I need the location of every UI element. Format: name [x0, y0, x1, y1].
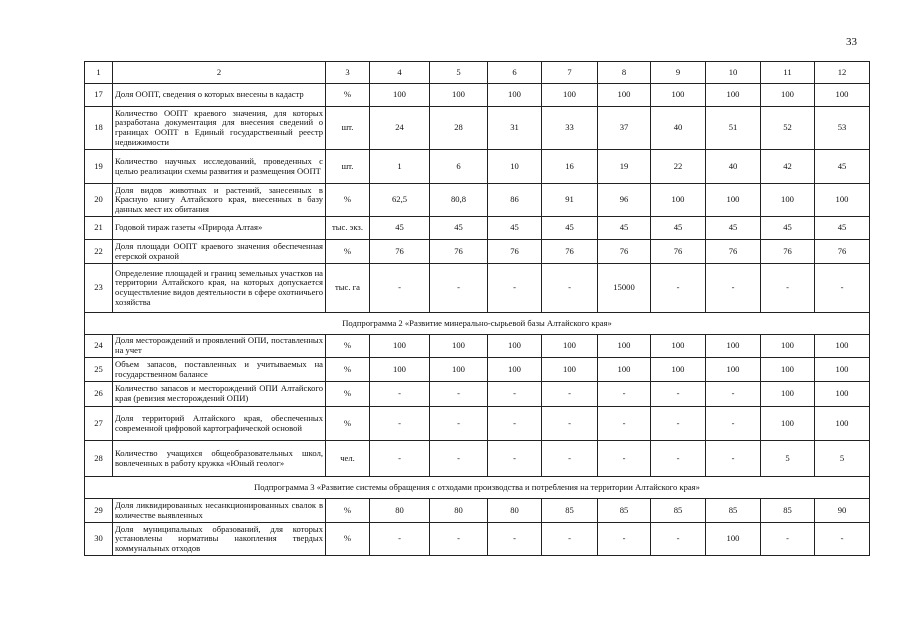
indicator-value: 100: [761, 184, 815, 217]
indicator-value: 100: [761, 84, 815, 107]
indicator-value: 100: [761, 358, 815, 382]
indicator-value: -: [651, 441, 706, 477]
indicator-value: 100: [815, 184, 870, 217]
indicator-value: -: [430, 523, 488, 556]
indicator-value: 40: [651, 107, 706, 150]
indicator-value: 45: [815, 150, 870, 184]
indicator-value: -: [488, 523, 542, 556]
indicator-value: 100: [651, 184, 706, 217]
indicator-value: 100: [542, 335, 598, 358]
unit-of-measure: шт.: [326, 107, 370, 150]
indicator-value: 6: [430, 150, 488, 184]
indicator-row: [85, 407, 870, 441]
indicator-value: -: [488, 407, 542, 441]
indicator-value: -: [761, 523, 815, 556]
subprogram-section-row: [85, 477, 870, 499]
indicator-value: 45: [598, 217, 651, 240]
indicator-value: 100: [815, 382, 870, 407]
indicator-value: -: [542, 382, 598, 407]
indicator-value: 100: [761, 407, 815, 441]
indicator-value: 91: [542, 184, 598, 217]
indicator-value: 40: [706, 150, 761, 184]
indicator-value: -: [761, 264, 815, 313]
indicator-value: 85: [706, 499, 761, 523]
indicator-value: 100: [706, 184, 761, 217]
indicator-value: 100: [815, 335, 870, 358]
indicator-value: 76: [598, 240, 651, 264]
indicator-value: -: [598, 523, 651, 556]
indicator-value: 100: [430, 84, 488, 107]
indicator-row: [85, 382, 870, 407]
table-header-row: [85, 62, 870, 84]
indicator-value: 100: [706, 358, 761, 382]
indicator-value: 100: [651, 84, 706, 107]
indicator-value: 100: [651, 358, 706, 382]
indicator-value: 100: [598, 84, 651, 107]
indicator-value: 100: [488, 84, 542, 107]
indicator-value: 85: [542, 499, 598, 523]
indicator-value: -: [598, 407, 651, 441]
indicator-value: 85: [598, 499, 651, 523]
indicator-value: 100: [598, 335, 651, 358]
column-header: 12: [815, 62, 870, 84]
row-number: 26: [85, 382, 113, 407]
column-header: 3: [326, 62, 370, 84]
indicator-value: 45: [761, 217, 815, 240]
indicator-value: 76: [370, 240, 430, 264]
indicators-table: [84, 61, 870, 556]
row-number: 24: [85, 335, 113, 358]
indicator-value: 100: [706, 84, 761, 107]
indicator-value: -: [815, 523, 870, 556]
indicator-name: Доля видов животных и растений, занесенных в Красную книгу Алтайского края, внесенных в базу данных мест их обитания: [113, 184, 326, 217]
unit-of-measure: %: [326, 358, 370, 382]
subprogram-title: Подпрограмма 2 «Развитие минерально-сырьевой базы Алтайского края»: [85, 313, 870, 335]
indicator-value: 5: [761, 441, 815, 477]
indicator-value: 76: [761, 240, 815, 264]
indicator-value: 45: [430, 217, 488, 240]
indicator-name: Доля муниципальных образований, для которых установлены нормативы накопления твердых коммунальных отходов: [113, 523, 326, 556]
unit-of-measure: %: [326, 523, 370, 556]
unit-of-measure: %: [326, 335, 370, 358]
indicator-value: 80: [488, 499, 542, 523]
indicator-value: 37: [598, 107, 651, 150]
indicator-value: -: [815, 264, 870, 313]
indicator-value: -: [706, 382, 761, 407]
indicator-value: 85: [651, 499, 706, 523]
indicator-value: 80,8: [430, 184, 488, 217]
indicator-value: 100: [430, 335, 488, 358]
indicator-value: -: [430, 264, 488, 313]
indicator-value: 100: [370, 84, 430, 107]
indicator-value: 96: [598, 184, 651, 217]
indicator-value: 5: [815, 441, 870, 477]
indicator-value: -: [651, 523, 706, 556]
indicator-name: Количество научных исследований, проведенных с целью реализации схемы развития и размещения ООПТ: [113, 150, 326, 184]
indicator-row: [85, 335, 870, 358]
indicator-value: 80: [370, 499, 430, 523]
indicator-value: -: [430, 382, 488, 407]
indicator-value: 100: [370, 358, 430, 382]
row-number: 18: [85, 107, 113, 150]
indicator-value: -: [370, 441, 430, 477]
indicator-value: 15000: [598, 264, 651, 313]
column-header: 1: [85, 62, 113, 84]
indicator-value: -: [651, 382, 706, 407]
indicator-row: [85, 84, 870, 107]
indicator-value: 76: [488, 240, 542, 264]
indicator-value: -: [370, 523, 430, 556]
indicator-value: 100: [651, 335, 706, 358]
column-header: 5: [430, 62, 488, 84]
indicator-value: 52: [761, 107, 815, 150]
indicator-value: -: [598, 382, 651, 407]
indicator-value: 45: [542, 217, 598, 240]
indicator-value: -: [370, 382, 430, 407]
indicator-value: -: [542, 523, 598, 556]
row-number: 22: [85, 240, 113, 264]
indicator-value: 90: [815, 499, 870, 523]
indicator-name: Количество ООПТ краевого значения, для которых разработана документация для внесения сведений о границах ООПТ в Единый государственный реестр недвижимости: [113, 107, 326, 150]
indicator-value: -: [706, 407, 761, 441]
indicator-row: [85, 523, 870, 556]
indicator-value: 45: [488, 217, 542, 240]
indicator-value: 45: [706, 217, 761, 240]
indicator-value: 76: [815, 240, 870, 264]
indicator-value: 85: [761, 499, 815, 523]
indicator-value: 86: [488, 184, 542, 217]
indicator-value: -: [651, 264, 706, 313]
indicator-value: 76: [651, 240, 706, 264]
column-header: 8: [598, 62, 651, 84]
indicator-value: 100: [488, 335, 542, 358]
indicator-value: 100: [542, 358, 598, 382]
indicator-value: 10: [488, 150, 542, 184]
indicator-value: -: [370, 407, 430, 441]
indicator-value: -: [598, 441, 651, 477]
indicator-name: Доля месторождений и проявлений ОПИ, поставленных на учет: [113, 335, 326, 358]
row-number: 20: [85, 184, 113, 217]
indicator-value: 24: [370, 107, 430, 150]
indicator-value: 100: [815, 358, 870, 382]
row-number: 30: [85, 523, 113, 556]
indicator-value: 100: [430, 358, 488, 382]
indicator-value: 100: [542, 84, 598, 107]
indicator-value: -: [542, 264, 598, 313]
indicator-value: 100: [706, 523, 761, 556]
indicator-value: 100: [815, 407, 870, 441]
page-number: 33: [846, 36, 857, 48]
row-number: 27: [85, 407, 113, 441]
indicator-row: [85, 499, 870, 523]
indicator-value: 100: [761, 382, 815, 407]
indicator-row: [85, 217, 870, 240]
unit-of-measure: %: [326, 407, 370, 441]
indicator-value: 51: [706, 107, 761, 150]
column-header: 9: [651, 62, 706, 84]
indicator-row: [85, 107, 870, 150]
indicator-value: -: [488, 264, 542, 313]
indicator-value: -: [542, 407, 598, 441]
indicator-name: Объем запасов, поставленных и учитываемых на государственном балансе: [113, 358, 326, 382]
row-number: 28: [85, 441, 113, 477]
indicator-value: 76: [430, 240, 488, 264]
row-number: 17: [85, 84, 113, 107]
row-number: 19: [85, 150, 113, 184]
indicator-value: 1: [370, 150, 430, 184]
indicator-name: Доля ликвидированных несанкционированных свалок в количестве выявленных: [113, 499, 326, 523]
subprogram-section-row: [85, 313, 870, 335]
row-number: 23: [85, 264, 113, 313]
indicator-name: Количество запасов и месторождений ОПИ Алтайского края (ревизия месторождений ОПИ): [113, 382, 326, 407]
indicator-value: 76: [706, 240, 761, 264]
indicator-name: Доля площади ООПТ краевого значения обеспеченная егерской охраной: [113, 240, 326, 264]
unit-of-measure: чел.: [326, 441, 370, 477]
indicator-value: 62,5: [370, 184, 430, 217]
indicator-value: -: [542, 441, 598, 477]
indicator-value: 45: [370, 217, 430, 240]
indicator-row: [85, 358, 870, 382]
row-number: 21: [85, 217, 113, 240]
indicator-value: 53: [815, 107, 870, 150]
unit-of-measure: %: [326, 184, 370, 217]
row-number: 25: [85, 358, 113, 382]
indicator-value: -: [430, 441, 488, 477]
indicator-value: 45: [815, 217, 870, 240]
column-header: 6: [488, 62, 542, 84]
indicator-value: 100: [370, 335, 430, 358]
indicator-name: Годовой тираж газеты «Природа Алтая»: [113, 217, 326, 240]
indicator-value: 45: [651, 217, 706, 240]
indicator-name: Количество учащихся общеобразовательных школ, вовлеченных в работу кружка «Юный геолог»: [113, 441, 326, 477]
indicator-value: 100: [815, 84, 870, 107]
row-number: 29: [85, 499, 113, 523]
indicator-row: [85, 184, 870, 217]
indicator-value: -: [706, 264, 761, 313]
indicator-value: 100: [706, 335, 761, 358]
column-header: 4: [370, 62, 430, 84]
indicator-value: 16: [542, 150, 598, 184]
subprogram-title: Подпрограмма 3 «Развитие системы обращения с отходами производства и потребления на территории Алтайского края»: [85, 477, 870, 499]
unit-of-measure: тыс. га: [326, 264, 370, 313]
indicator-value: -: [370, 264, 430, 313]
indicator-value: 28: [430, 107, 488, 150]
column-header: 2: [113, 62, 326, 84]
indicator-value: -: [430, 407, 488, 441]
unit-of-measure: тыс. экз.: [326, 217, 370, 240]
indicator-value: 19: [598, 150, 651, 184]
indicator-row: [85, 240, 870, 264]
unit-of-measure: %: [326, 499, 370, 523]
indicator-value: 100: [598, 358, 651, 382]
indicator-name: Определение площадей и границ земельных участков на территории Алтайского края, на которых допускается осуществление видов деятельности в сфере охотничьего хозяйства: [113, 264, 326, 313]
indicator-value: 100: [761, 335, 815, 358]
indicator-value: 80: [430, 499, 488, 523]
indicator-value: 76: [542, 240, 598, 264]
unit-of-measure: %: [326, 240, 370, 264]
column-header: 7: [542, 62, 598, 84]
column-header: 11: [761, 62, 815, 84]
indicator-value: -: [651, 407, 706, 441]
indicator-value: 100: [488, 358, 542, 382]
indicator-value: -: [488, 382, 542, 407]
indicator-value: 42: [761, 150, 815, 184]
indicator-name: Доля территорий Алтайского края, обеспеченных современной цифровой картографической основой: [113, 407, 326, 441]
unit-of-measure: %: [326, 84, 370, 107]
indicator-value: 22: [651, 150, 706, 184]
indicator-value: -: [488, 441, 542, 477]
indicator-row: [85, 441, 870, 477]
indicator-row: [85, 264, 870, 313]
unit-of-measure: %: [326, 382, 370, 407]
indicator-value: -: [706, 441, 761, 477]
unit-of-measure: шт.: [326, 150, 370, 184]
column-header: 10: [706, 62, 761, 84]
indicator-name: Доля ООПТ, сведения о которых внесены в кадастр: [113, 84, 326, 107]
indicator-value: 31: [488, 107, 542, 150]
indicator-row: [85, 150, 870, 184]
indicator-value: 33: [542, 107, 598, 150]
